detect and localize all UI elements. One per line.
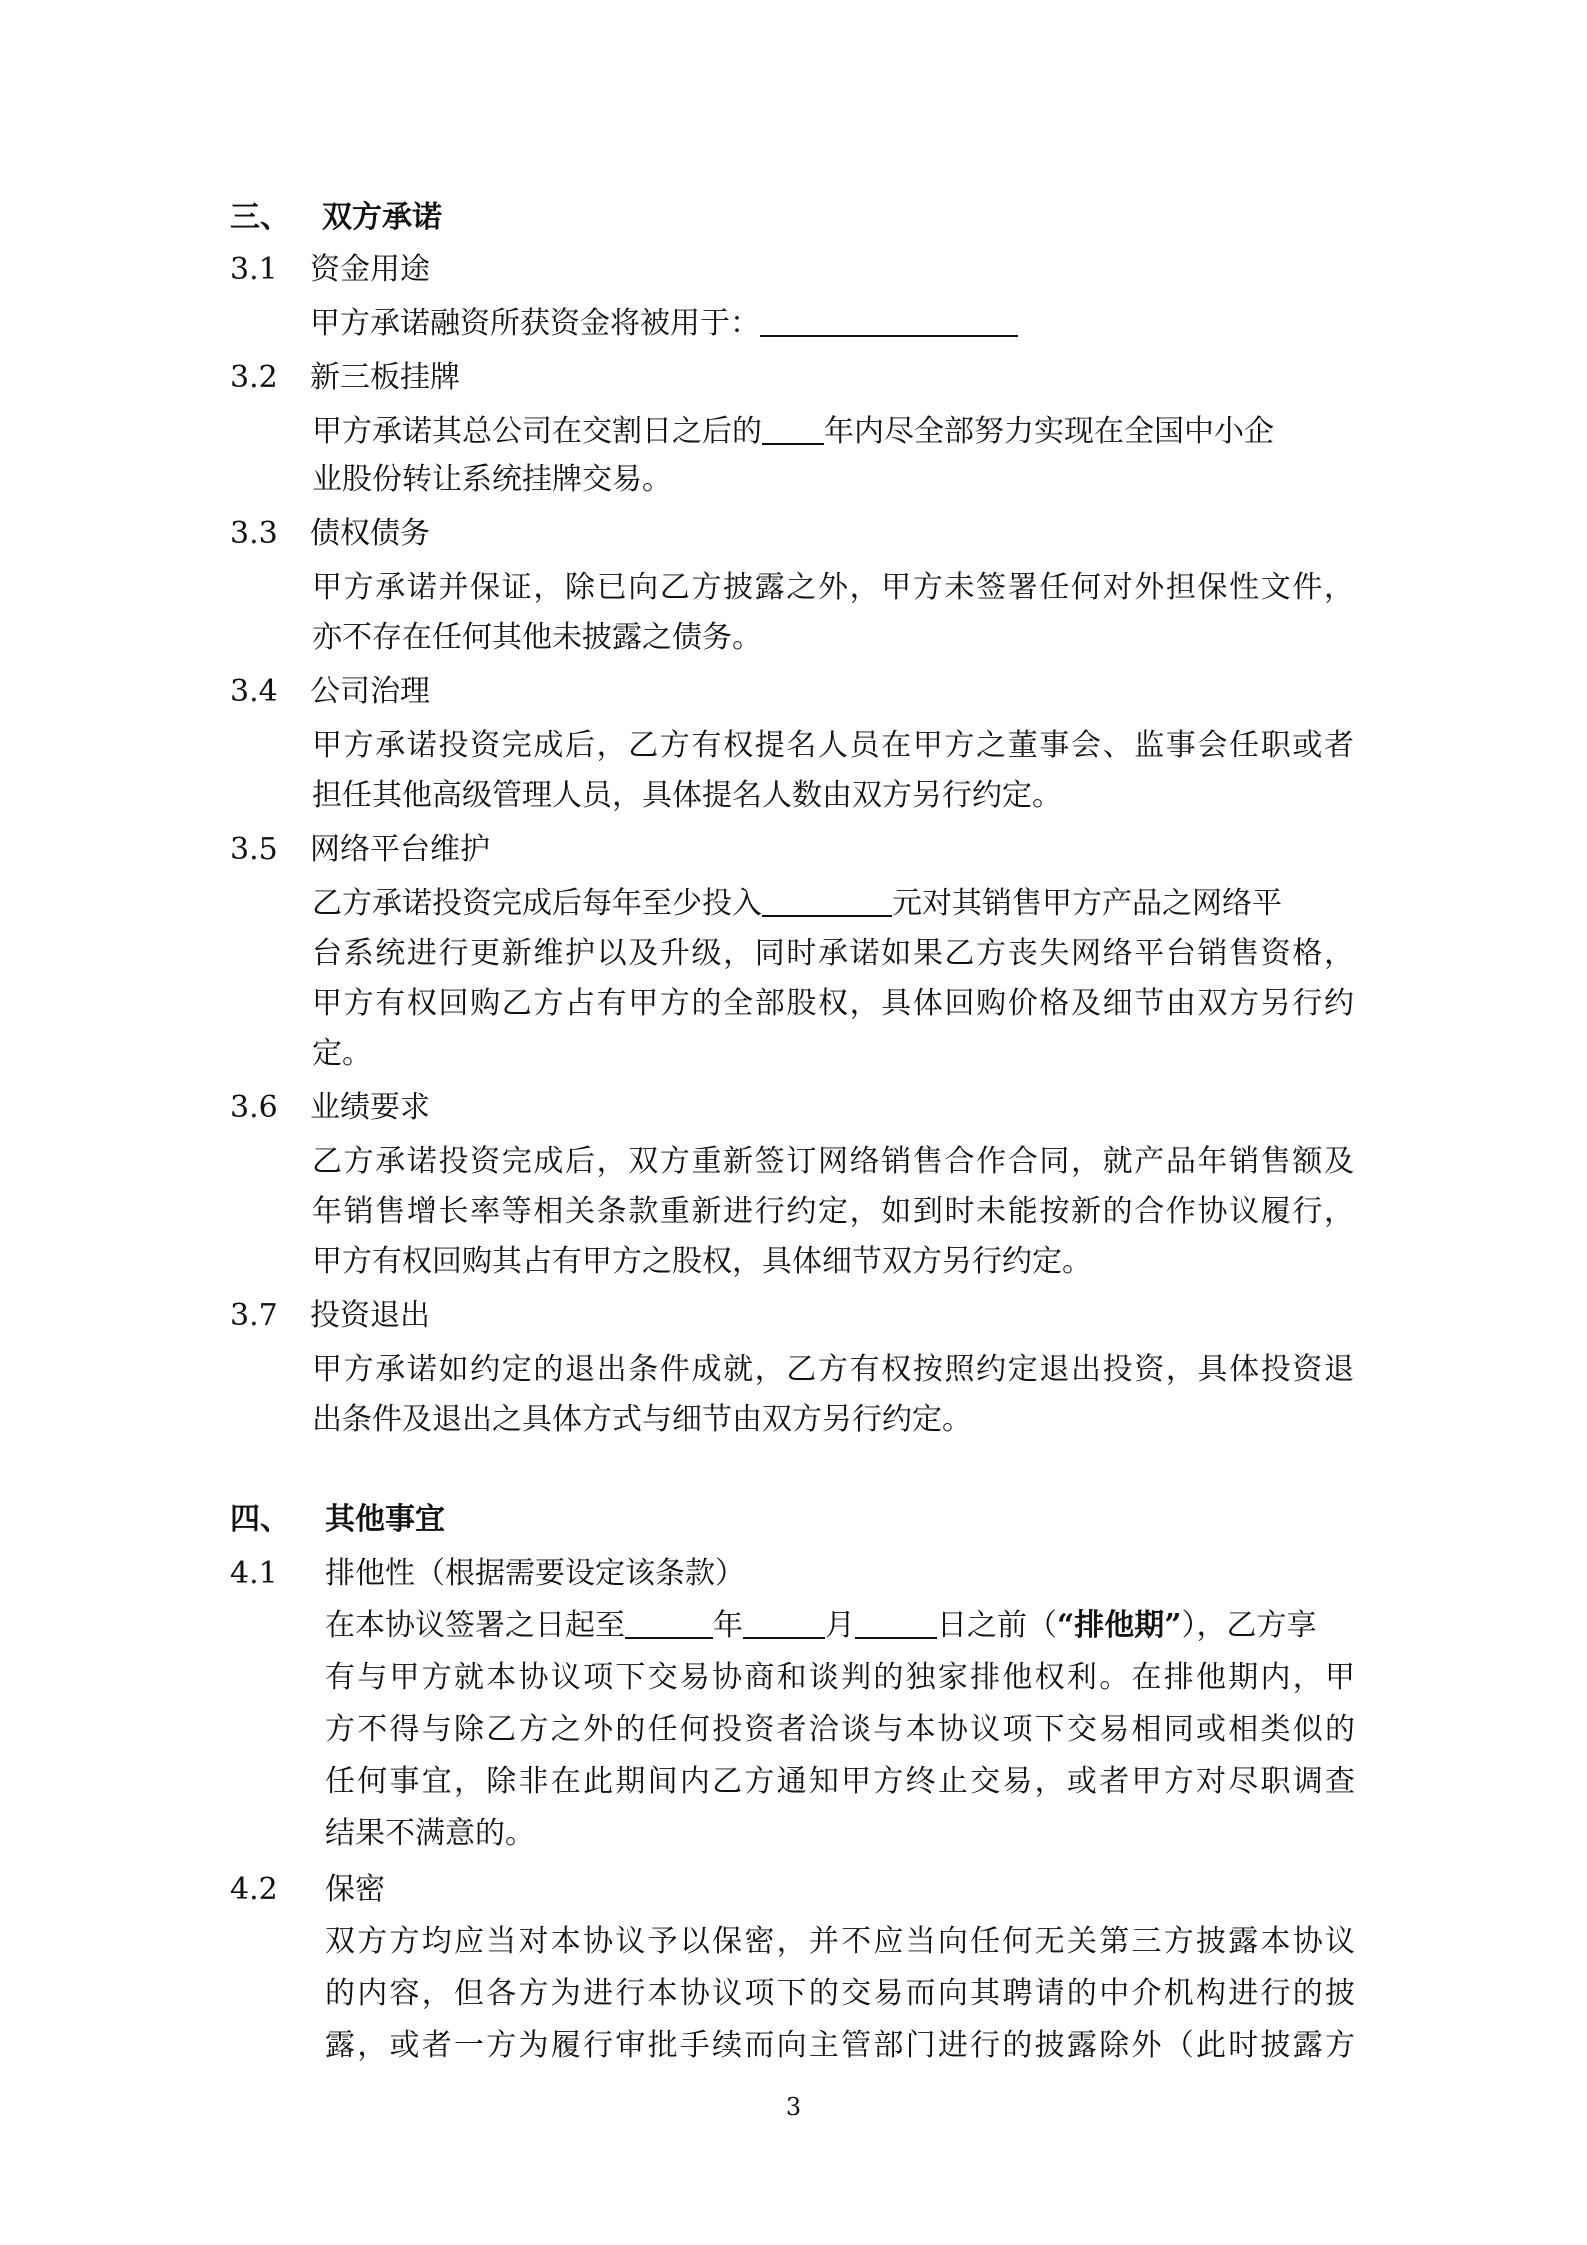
clause-3-7-line-2: 出条件及退出之具体方式与细节由双方另行约定。 [312, 1402, 972, 1437]
section-4-number: 四、 [230, 1502, 290, 1537]
clause-3-3-line-2: 亦不存在任何其他未披露之债务。 [312, 620, 762, 655]
section-3-number: 三、 [230, 200, 290, 235]
clause-3-6-number: 3.6 [230, 1090, 278, 1125]
blank-underline [762, 413, 824, 445]
clause-3-5-line-1: 乙方承诺投资完成后每年至少投入 元对其销售甲方产品之网络平 [312, 886, 1282, 921]
clause-4-2-title: 保密 [325, 1872, 385, 1907]
clause-3-7-line-1: 甲方承诺如约定的退出条件成就，乙方有权按照约定退出投资，具体投资退 [312, 1352, 1354, 1387]
clause-3-1-line-1: 甲方承诺融资所获资金将被用于： [310, 304, 1018, 344]
clause-3-1-number: 3.1 [230, 252, 278, 287]
clause-3-5-line-2: 台系统进行更新维护以及升级，同时承诺如果乙方丧失网络平台销售资格， [312, 936, 1354, 971]
clause-4-2-number: 4.2 [230, 1872, 278, 1907]
clause-4-2-line-1: 双方方均应当对本协议予以保密，并不应当向任何无关第三方披露本协议 [325, 1924, 1355, 1959]
clause-3-4-line-1: 甲方承诺投资完成后，乙方有权提名人员在甲方之董事会、监事会任职或者 [312, 728, 1354, 763]
blank-underline [760, 305, 1018, 337]
clause-3-4-title: 公司治理 [310, 674, 430, 709]
clause-4-1-title: 排他性（根据需要设定该条款） [325, 1556, 745, 1591]
clause-3-4-number: 3.4 [230, 674, 278, 709]
section-3-title: 双方承诺 [322, 200, 442, 235]
clause-3-5-line-3: 甲方有权回购乙方占有甲方的全部股权，具体回购价格及细节由双方另行约 [312, 986, 1354, 1021]
clause-3-6-line-3: 甲方有权回购其占有甲方之股权，具体细节双方另行约定。 [312, 1244, 1092, 1279]
clause-3-7-number: 3.7 [230, 1298, 278, 1333]
clause-3-6-line-2: 年销售增长率等相关条款重新进行约定，如到时未能按新的合作协议履行， [312, 1194, 1354, 1229]
clause-3-4-line-2: 担任其他高级管理人员，具体提名人数由双方另行约定。 [312, 778, 1062, 813]
clause-4-2-line-2: 的内容，但各方为进行本协议项下的交易而向其聘请的中介机构进行的披 [325, 1976, 1355, 2011]
clause-3-2-line-2: 业股份转让系统挂牌交易。 [312, 462, 672, 497]
clause-3-1-title: 资金用途 [310, 252, 430, 287]
clause-3-6-line-1: 乙方承诺投资完成后，双方重新签订网络销售合作合同，就产品年销售额及 [312, 1144, 1354, 1179]
section-4-title: 其他事宜 [325, 1502, 445, 1537]
clause-4-1-line-4: 任何事宜，除非在此期间内乙方通知甲方终止交易，或者甲方对尽职调查 [325, 1764, 1355, 1799]
exclusivity-period-term: “排他期” [1057, 1608, 1182, 1643]
blank-underline [855, 1607, 937, 1639]
clause-4-1-number: 4.1 [230, 1556, 278, 1591]
clause-3-5-title: 网络平台维护 [310, 832, 490, 867]
clause-3-6-title: 业绩要求 [310, 1090, 430, 1125]
clause-4-1-line-5: 结果不满意的。 [325, 1816, 535, 1851]
clause-3-3-number: 3.3 [230, 516, 278, 551]
clause-3-2-number: 3.2 [230, 360, 278, 395]
clause-4-1-line-2: 有与甲方就本协议项下交易协商和谈判的独家排他权利。在排他期内，甲 [325, 1660, 1355, 1695]
clause-3-3-line-1: 甲方承诺并保证，除已向乙方披露之外，甲方未签署任何对外担保性文件， [312, 570, 1354, 605]
page-number: 3 [785, 2093, 802, 2121]
clause-3-7-title: 投资退出 [310, 1298, 430, 1333]
blank-underline [625, 1607, 713, 1639]
clause-4-1-line-1: 在本协议签署之日起至 年 月 日之前（“排他期”），乙方享 [325, 1608, 1317, 1643]
clause-3-5-line-4: 定。 [312, 1036, 372, 1071]
clause-3-5-number: 3.5 [230, 832, 278, 867]
clause-4-2-line-3: 露，或者一方为履行审批手续而向主管部门进行的披露除外（此时披露方 [325, 2028, 1355, 2063]
blank-underline [762, 885, 892, 917]
blank-underline [743, 1607, 825, 1639]
clause-3-2-title: 新三板挂牌 [310, 360, 460, 395]
clause-3-2-line-1: 甲方承诺其总公司在交割日之后的 年内尽全部努力实现在全国中小企 [312, 414, 1274, 449]
clause-4-1-line-3: 方不得与除乙方之外的任何投资者洽谈与本协议项下交易相同或相类似的 [325, 1712, 1355, 1747]
clause-3-3-title: 债权债务 [310, 516, 430, 551]
